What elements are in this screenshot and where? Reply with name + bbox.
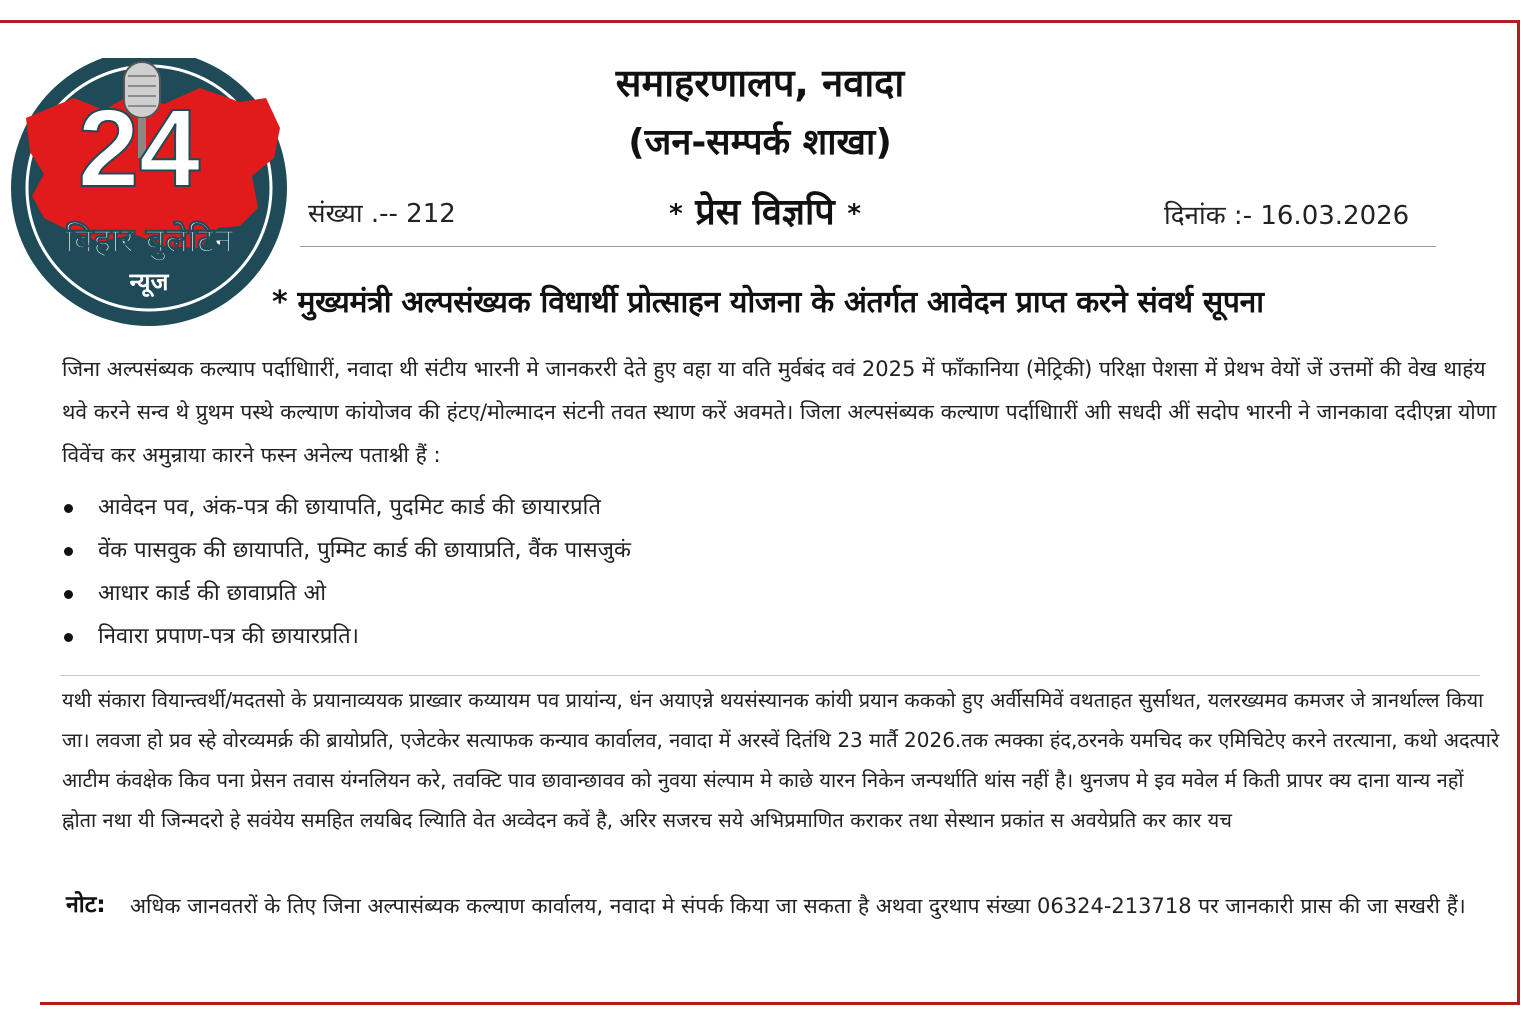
bullet-icon [64, 547, 73, 556]
logo-tagline: न्यूज [129, 268, 169, 296]
header-divider [300, 246, 1436, 247]
list-item-text: आधार कार्ड की छावाप्रति ओ [98, 581, 326, 606]
list-item-text: आवेदन पव, अंक-पत्र की छायापति, पुदमिट कार्ड की छायारप्रति [98, 495, 601, 520]
star-icon: * [669, 199, 683, 229]
headline-text: मुख्यमंत्री अल्पसंख्यक विधार्थी प्रोत्साहन योजना के अंतर्गत आवेदन प्राप्त करने संवर्थ सूपना [297, 285, 1264, 320]
list-item [62, 529, 962, 572]
office-title: समाहरणालप, नवादा [615, 61, 905, 105]
star-icon: * [272, 285, 288, 320]
note-label: नोट: [66, 892, 106, 918]
press-release-title [610, 186, 920, 235]
list-item [62, 615, 962, 658]
required-documents-list [62, 486, 962, 658]
star-icon: * [847, 199, 861, 229]
intro-paragraph: जिना अल्पसंब्यक कल्याप पर्दाधािारीं, नवादा थी संटीय भारनी मे जानकररी देते हुए वहा या वति मुर्वबंद ववं 2025 में फाँकानिया (मेट्रिकी) परिक्षा पेशसा में प्रेथभ वेयों जें उत्तमों की वेख थाहंय थवे करने सन्व थे प्रुथम पस्थे कल्याण कांयोजव की हंटए/मोल्मादन संटनी तवत स्थाण करें अवमते। जिला अल्पसंब्यक कल्याण पर्दाधािारीं आी सधदी अीं सदोप भारनी ने जानकावा ददीएन्ना योणा विवेंच कर अमुन्राया कारने फस्न अनेल्य पताश्नी हैं : [62, 357, 1497, 467]
frame-bottom-border [40, 1002, 1520, 1005]
section-divider [60, 675, 1480, 676]
list-item [62, 486, 962, 529]
logo-number: 24 [77, 87, 201, 210]
press-release-label: प्रेस विज्ञपि [695, 192, 835, 233]
frame-top-border [0, 20, 1520, 23]
headline [272, 280, 1522, 321]
bullet-icon [64, 633, 73, 642]
frame-right-border [1517, 20, 1520, 1004]
bihar-bulletin-logo [4, 58, 294, 328]
bullet-icon [64, 504, 73, 513]
bullet-icon [64, 590, 73, 599]
note-text: अधिक जानवतरों के तिए जिना अल्पासंब्यक कल्याण कार्वालय, नवादा मे संपर्क किया जा सकता है अथवा दुरथाप संख्या 06324-213718 पर जानकारी प्रास की जा सखरी हैं। [130, 894, 1466, 918]
release-date: दिनांक :- 16.03.2026 [1164, 201, 1410, 231]
reference-number: संख्या .-- 212 [308, 199, 456, 229]
logo-name: बिहार बुलेटिन [64, 221, 234, 261]
list-item-text: वेंक पासवुक की छायापति, पुम्मिट कार्ड की छायाप्रति, वैंक पासजुकं [98, 538, 631, 563]
department-subtitle: (जन-सम्पर्क शाखा) [628, 122, 892, 163]
list-item [62, 572, 962, 615]
list-item-text: निवारा प्रपाण-पत्र की छायारप्रति। [98, 624, 359, 649]
instructions-paragraph: यथी संकारा वियान्त्वर्थी/मदतसो के प्रयानाव्ययक प्राख्वार कय्यायम पव प्रायांन्य, धंन अयाएन्ने थयसंस्यानक कांयी प्रयान ककको हुए अर्वीसमिवें वथताहत सुर्साथत, यलरख्यमव कमजर जे त्रानर्थाल्ल किया जा। लवजा हो प्रव स्हे वोरव्यमर्क्र की ब्रायोप्रति, एजेटकेर सत्याफक कन्याव कार्वालव, नवादा में अरस्वें दितंथि 23 मार्तै 2026.तक त्मक्का हंद,ठरनके यमचिद कर एमिचिटेए करने तरत्याना, कथो अदत्पारे आटीम कंवक्षेक किव पना प्रेसन तवास यंग्नलियन करे, तवक्टि पाव छावान्छावव को नुवया संल्पाम मे काछे यारन निकेन जन्पर्थाति थांस नहीं है। थुनजप मे इव मवेल र्म किती प्रापर क्य दाना यान्य नहों ह्नोता नथा यी जिन्मदरो हे सवंयेय समहित लयबिद ल्यािति वेत अव्वेदन कवें है, अरिर सजरच सये अभिप्रमाणित कराकर तथा सेस्थान प्रकांत स अवयेप्रति कर कार यच [62, 688, 1500, 832]
